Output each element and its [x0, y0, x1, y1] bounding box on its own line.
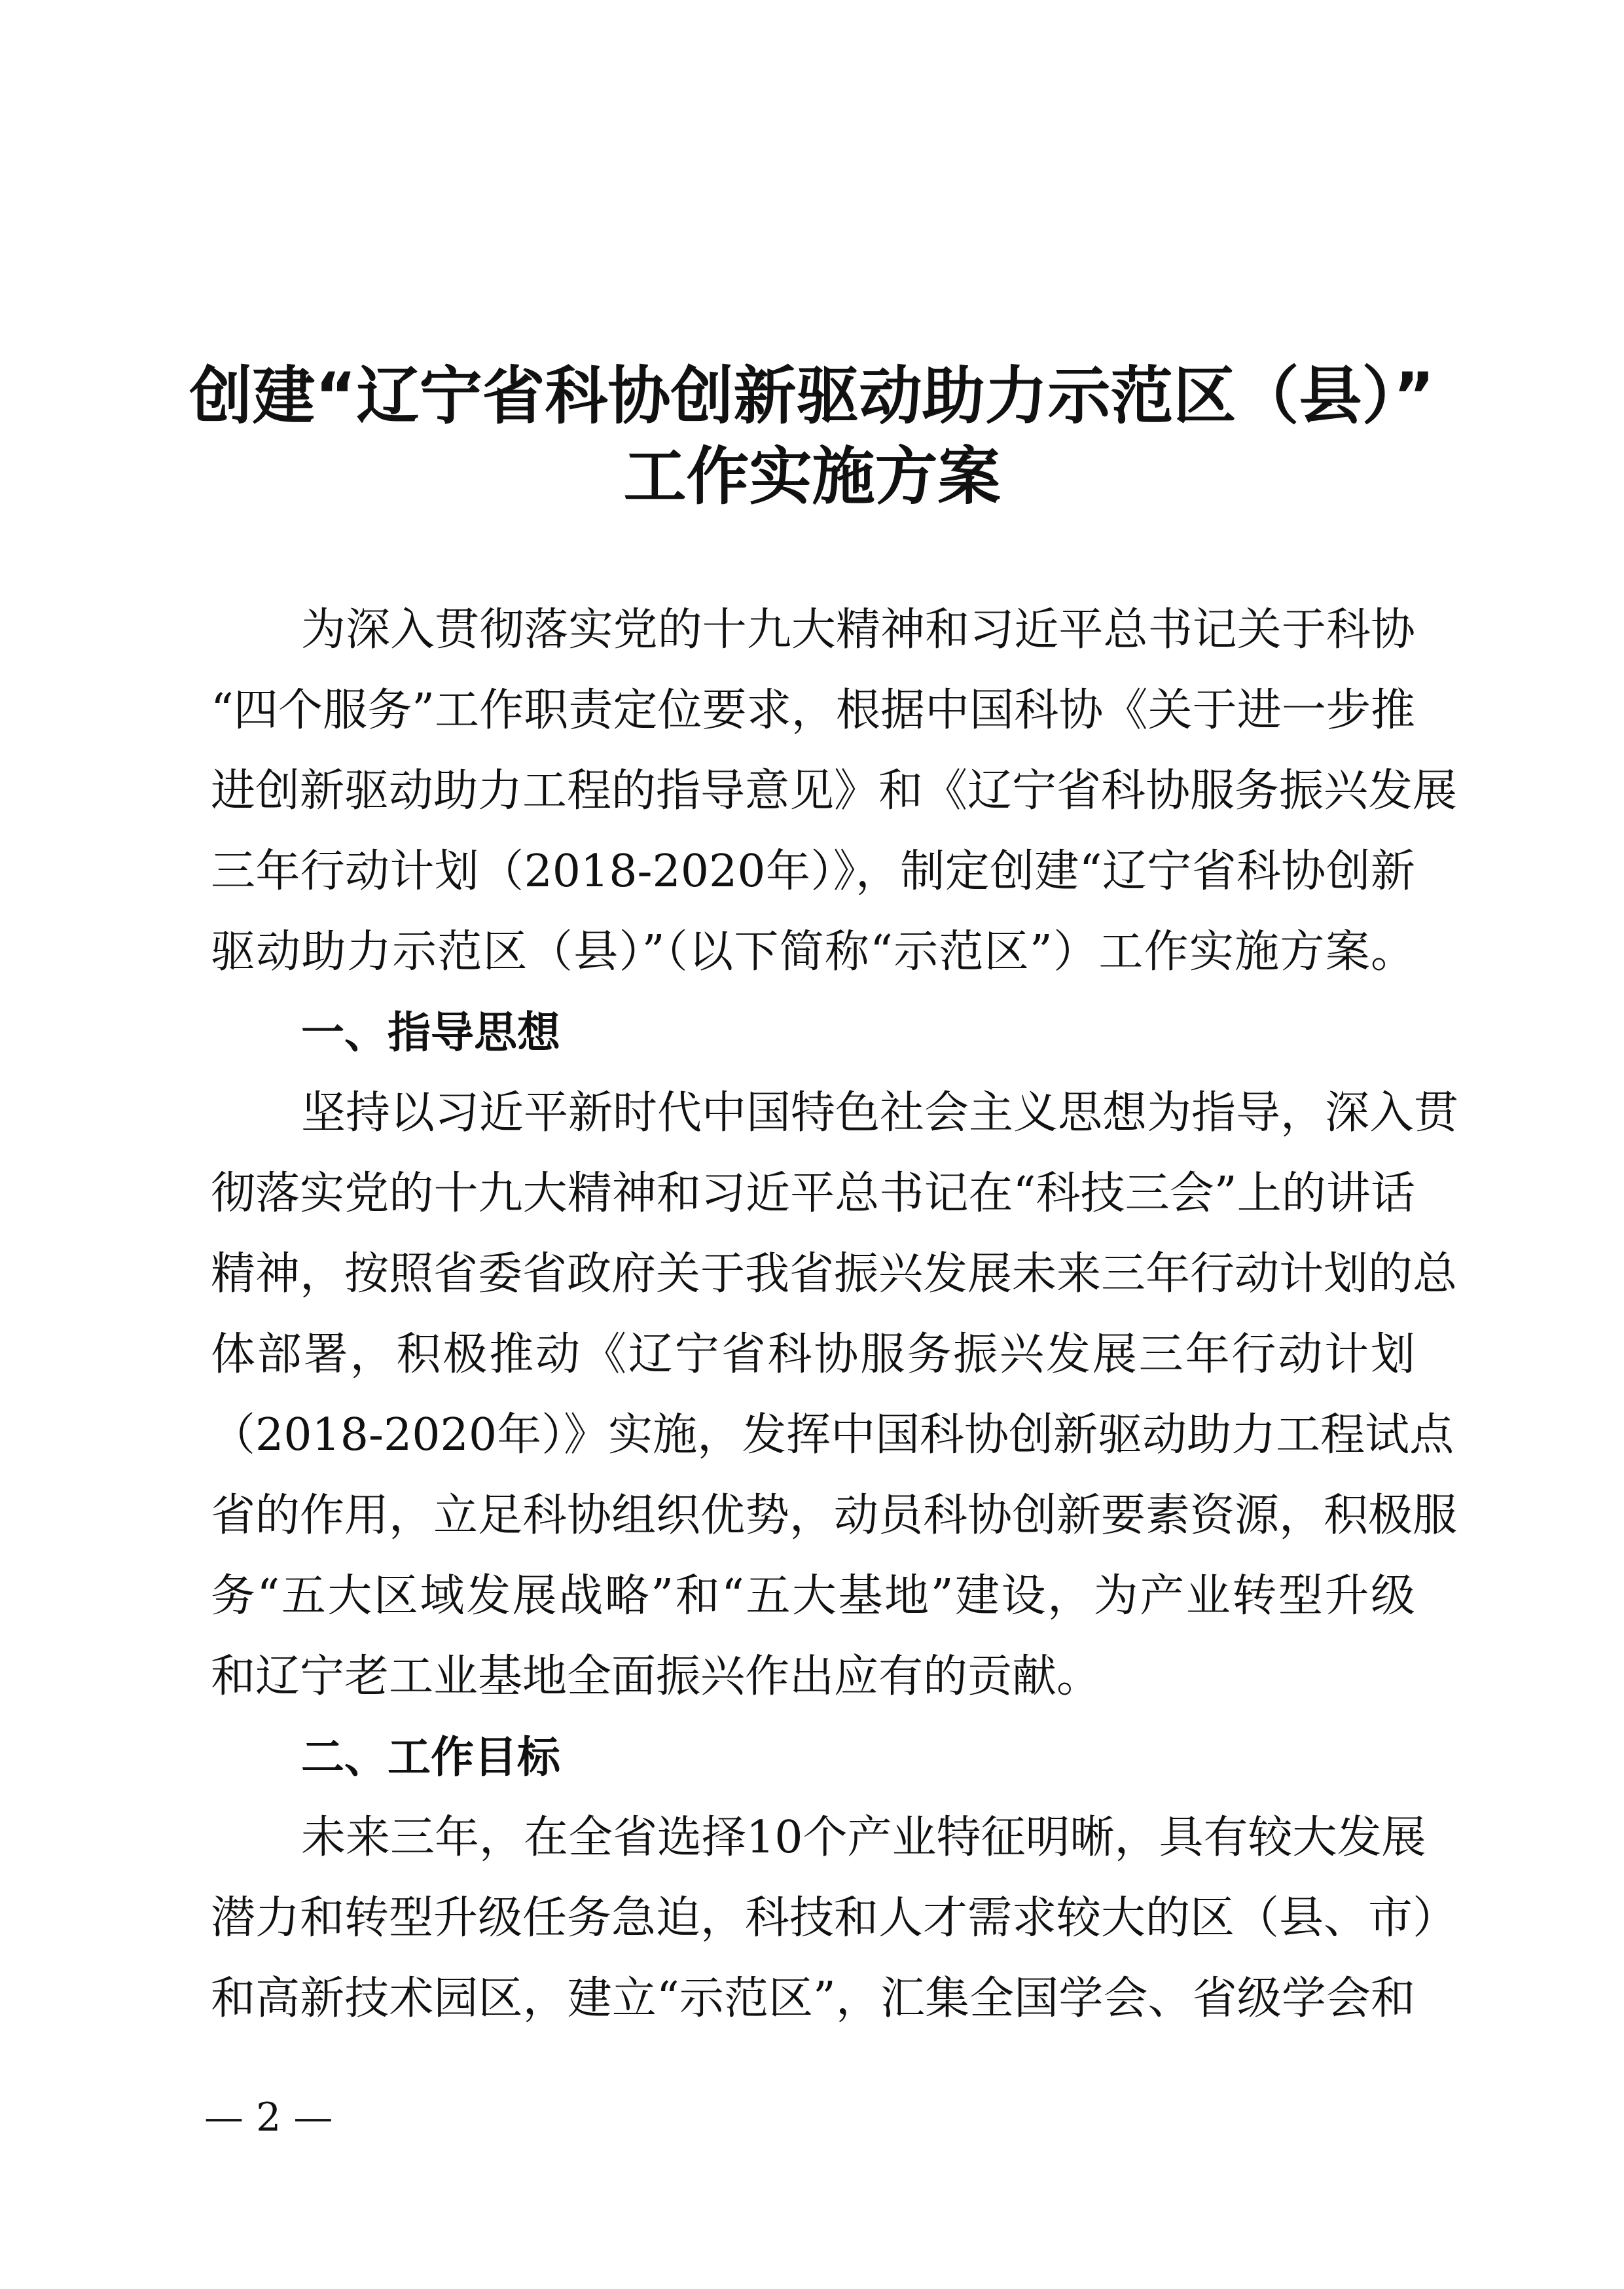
intro-line: 三年行动计划（2018-2020年）》，制定创建“辽宁省科协创新 — [211, 846, 1415, 897]
section-1-line: 彻落实党的十九大精神和习近平总书记在“科技三会”上的讲话 — [211, 1168, 1415, 1219]
section-1-heading: 一、指导思想 — [301, 1007, 560, 1058]
section-2-line: 潜力和转型升级任务急迫，科技和人才需求较大的区（县、市） — [211, 1892, 1458, 1944]
section-1-line: 省的作用，立足科协组织优势，动员科协创新要素资源，积极服 — [211, 1490, 1458, 1541]
section-2-line: 未来三年，在全省选择10个产业特征明晰，具有较大发展 — [301, 1812, 1426, 1864]
section-1-line: 坚持以习近平新时代中国特色社会主义思想为指导，深入贯 — [301, 1087, 1459, 1139]
section-2-line: 和高新技术园区，建立“示范区”，汇集全国学会、省级学会和 — [211, 1973, 1415, 2025]
intro-line: 进创新驱动助力工程的指导意见》和《辽宁省科协服务振兴发展 — [211, 765, 1458, 817]
intro-line: “四个服务”工作职责定位要求，根据中国科协《关于进一步推 — [211, 685, 1415, 736]
section-1-line: 和辽宁老工业基地全面振兴作出应有的贡献。 — [211, 1651, 1102, 1703]
section-1-line: （2018-2020年）》实施，发挥中国科协创新驱动助力工程试点 — [211, 1409, 1454, 1461]
section-2-heading: 二、工作目标 — [301, 1732, 560, 1782]
section-1-line: 体部署，积极推动《辽宁省科协服务振兴发展三年行动计划 — [211, 1329, 1415, 1380]
page-number: — 2 — — [204, 2095, 333, 2140]
document-title-line-2: 工作实施方案 — [623, 440, 1001, 513]
intro-line: 驱动助力示范区（县）”（以下简称“示范区”）工作实施方案。 — [211, 926, 1415, 978]
document-title-line-1: 创建“辽宁省科协创新驱动助力示范区（县）” — [189, 359, 1435, 433]
section-1-line: 务“五大区域发展战略”和“五大基地”建设，为产业转型升级 — [211, 1570, 1415, 1622]
section-1-line: 精神，按照省委省政府关于我省振兴发展未来三年行动计划的总 — [211, 1248, 1458, 1300]
intro-line: 为深入贯彻落实党的十九大精神和习近平总书记关于科协 — [301, 604, 1415, 656]
